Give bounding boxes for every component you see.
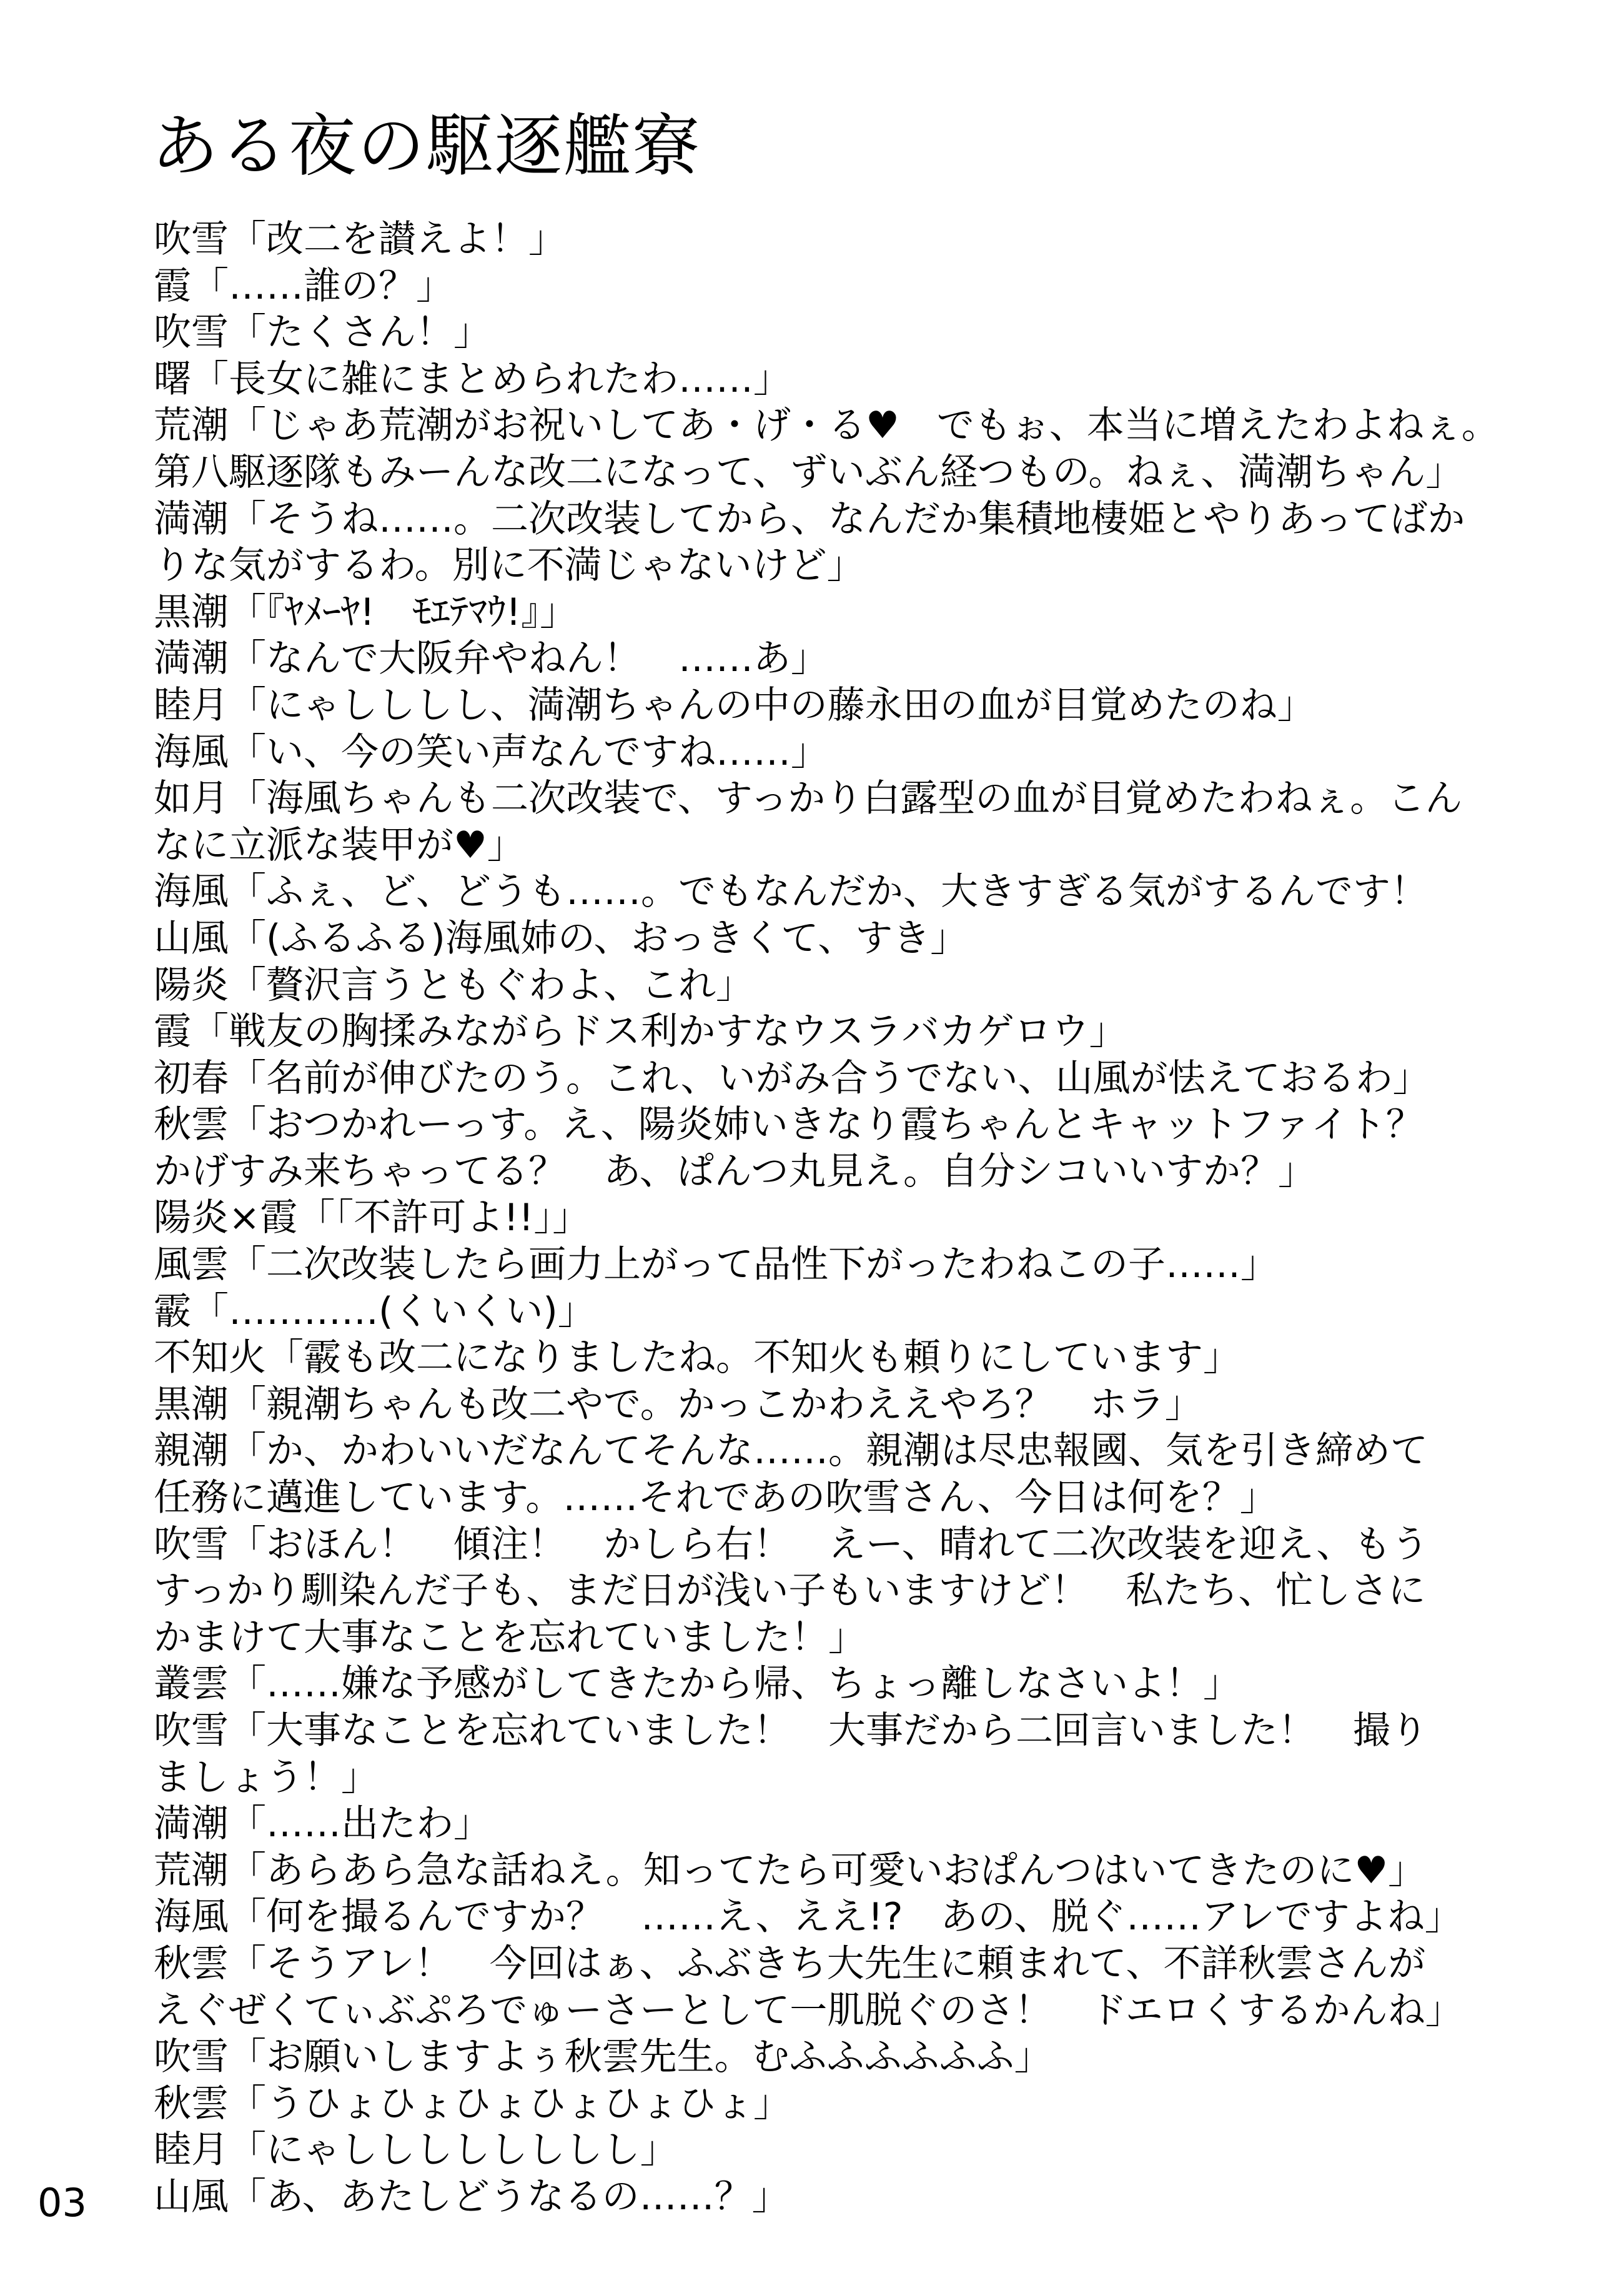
- dialogue-line: ましょう！」: [154, 1755, 379, 1799]
- dialogue-line: 海風「い、今の笑い声なんですね……」: [154, 730, 828, 774]
- dialogue-line: 山風「あ、あたしどうなるの……？」: [154, 2174, 790, 2219]
- dialogue-line: なに立派な装甲が♥」: [154, 823, 525, 867]
- dialogue-line: 荒潮「じゃあ荒潮がお祝いしてあ・げ・る♥ でもぉ、本当に増えたわよねぇ。: [154, 404, 1499, 448]
- dialogue-line: 如月「海風ちゃんも二次改装で、すっかり白露型の血が目覚めたわねぇ。こん: [154, 777, 1463, 821]
- dialogue-line: 霞「戦友の胸揉みながらドス利かすなウスラバカゲロウ」: [154, 1010, 1127, 1054]
- dialogue-line: 満潮「なんで大阪弁やねん！ ……あ」: [154, 637, 828, 681]
- dialogue-line: かまけて大事なことを忘れていました！」: [154, 1615, 866, 1659]
- dialogue-line: 初春「名前が伸びたのう。これ、いがみ合うでない、山風が怯えておるわ」: [154, 1056, 1430, 1100]
- dialogue-line: 陽炎「贅沢言うともぐわよ、これ」: [154, 963, 753, 1007]
- dialogue-line: りな気がするわ。別に不満じゃないけど」: [154, 544, 864, 588]
- dialogue-line: かげすみ来ちゃってる？ あ、ぱんつ丸見え。自分シコいいすか？」: [154, 1149, 1315, 1193]
- dialogue-line: 霰「…………(くいくい)」: [154, 1289, 595, 1333]
- dialogue-line: 陽炎×霞「「不許可よ!!」」: [154, 1196, 590, 1240]
- page-number: 03: [37, 2180, 87, 2226]
- dialogue-line: えぐぜくてぃぶぷろでゅーさーとして一肌脱ぐのさ！ ドエロくするかんね」: [154, 1988, 1463, 2032]
- dialogue-list: [154, 216, 1499, 2221]
- dialogue-line: 海風「ふぇ、ど、どうも……。でもなんだか、大きすぎる気がするんです！: [154, 870, 1428, 914]
- dialogue-line: 吹雪「たくさん！」: [154, 311, 491, 355]
- dialogue-line: 黒潮「『ﾔﾒｰﾔ! ﾓｴﾃﾏｳ!』」: [154, 590, 578, 634]
- dialogue-line: 風雲「二次改装したら画力上がって品性下がったわねこの子……」: [154, 1243, 1278, 1287]
- dialogue-line: 曙「長女に雑にまとめられたわ……」: [154, 357, 791, 401]
- dialogue-line: 叢雲「……嫌な予感がしてきたから帰、ちょっ離しなさいよ！」: [154, 1662, 1240, 1706]
- dialogue-line: 親潮「か、かわいいだなんてそんな……。親潮は尽忠報國、気を引き締めて: [154, 1429, 1428, 1473]
- dialogue-line: 秋雲「うひょひょひょひょひょひょ」: [154, 2081, 791, 2126]
- dialogue-line: 睦月「にゃしししし、満潮ちゃんの中の藤永田の血が目覚めたのね」: [154, 683, 1315, 727]
- dialogue-line: 吹雪「お願いしますよぅ秋雲先生。むふふふふふふ」: [154, 2035, 1052, 2079]
- dialogue-line: 秋雲「そうアレ！ 今回はぁ、ふぶきち大先生に頼まれて、不詳秋雲さんが: [154, 1941, 1426, 1986]
- dialogue-line: 海風「何を撮るんですか？ ……え、ええ!? あの、脱ぐ……アレですよね」: [154, 1895, 1462, 1939]
- dialogue-line: 吹雪「大事なことを忘れていました！ 大事だから二回言いました！ 撮り: [154, 1709, 1428, 1753]
- dialogue-line: 満潮「……出たわ」: [154, 1802, 491, 1846]
- dialogue-line: 霞「……誰の？」: [154, 264, 453, 308]
- dialogue-line: 睦月「にゃしししししししし」: [154, 2128, 678, 2172]
- dialogue-line: 第八駆逐隊もみーんな改二になって、ずいぶん経つもの。ねぇ、満潮ちゃん」: [154, 450, 1463, 494]
- dialogue-line: すっかり馴染んだ子も、まだ日が浅い子もいますけど！ 私たち、忙しさに: [154, 1569, 1426, 1613]
- dialogue-line: 荒潮「あらあら急な話ねえ。知ってたら可愛いおぱんつはいてきたのに♥」: [154, 1848, 1426, 1893]
- page-title: ある夜の駆逐艦寮: [151, 107, 701, 186]
- dialogue-line: 不知火「霰も改二になりましたね。不知火も頼りにしています」: [154, 1336, 1240, 1380]
- dialogue-line: 任務に邁進しています。……それであの吹雪さん、今日は何を？」: [154, 1476, 1277, 1520]
- dialogue-line: 吹雪「おほん！ 傾注！ かしら右！ えー、晴れて二次改装を迎え、もう: [154, 1522, 1429, 1566]
- dialogue-line: 秋雲「おつかれーっす。え、陽炎姉いきなり霞ちゃんとキャットファイト？: [154, 1103, 1423, 1147]
- dialogue-line: 黒潮「親潮ちゃんも改二やで。かっこかわええやろ？ ホラ」: [154, 1382, 1202, 1426]
- dialogue-line: 吹雪「改二を讃えよ！」: [154, 217, 566, 261]
- dialogue-line: 山風「(ふるふる)海風姉の、おっきくて、すき」: [154, 916, 968, 960]
- dialogue-line: 満潮「そうね……。二次改装してから、なんだか集積地棲姫とやりあってばか: [154, 497, 1465, 541]
